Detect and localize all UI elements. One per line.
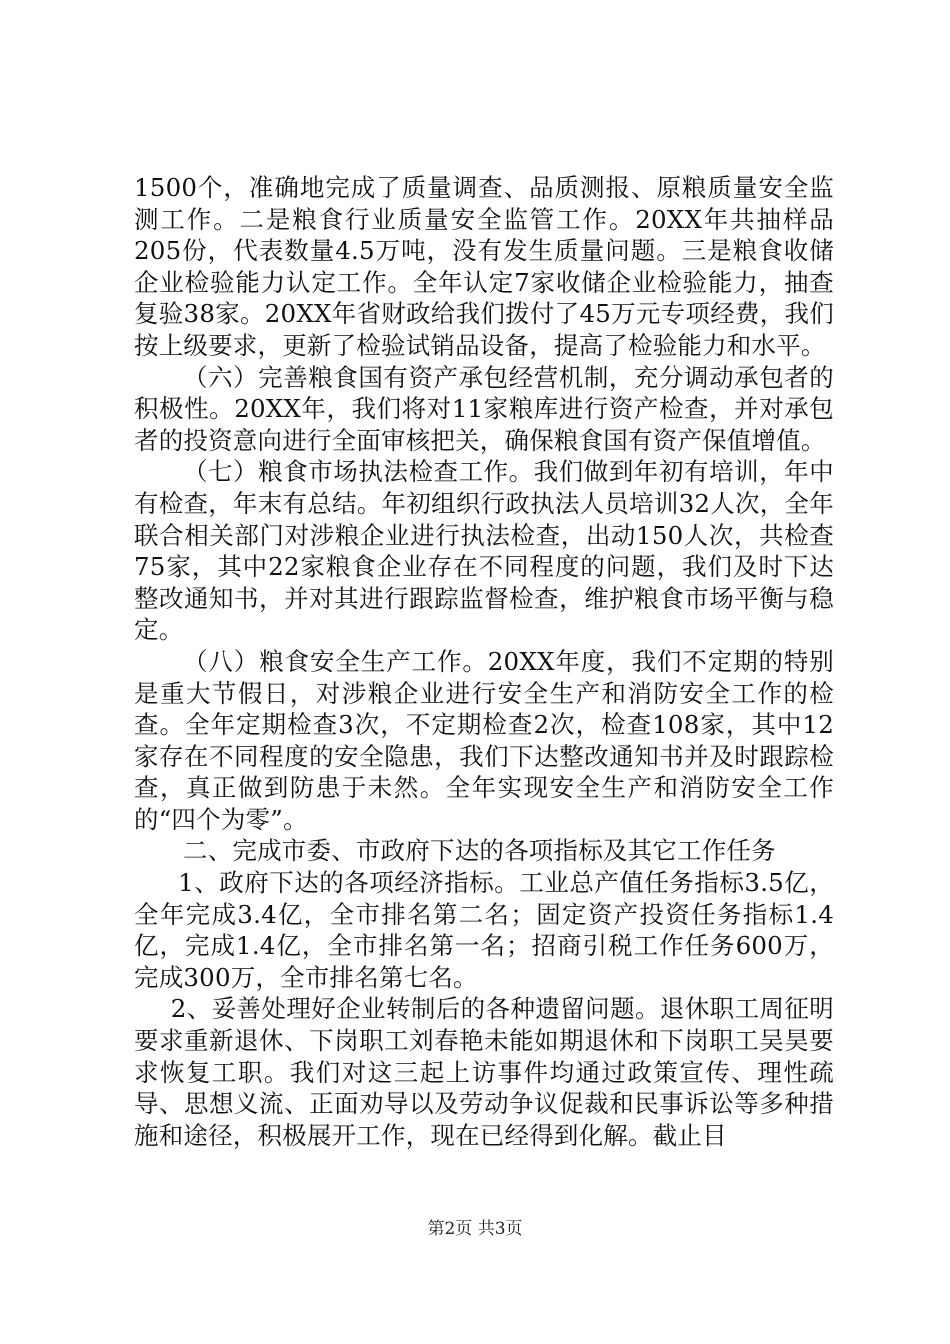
paragraph-section-six: （六）完善粮食国有资产承包经营机制，充分调动承包者的积极性。20XX年，我们将对11家粮库进行资产检查，并对承包者的投资意向进行全面审核把关，确保粮食国有资产保值增值。 <box>134 362 834 455</box>
section-heading-two: 二、完成市委、市政府下达的各项指标及其它工作任务 <box>183 836 776 866</box>
paragraph-section-eight: （八）粮食安全生产工作。20XX年度，我们不定期的特别是重大节假日，对涉粮企业进行安全生产和消防安全工作的检查。全年定期检查3次，不定期检查2次，检查108家，其中12家存在不同程度的安全隐患，我们下达整改通知书并及时跟踪检查，真正做到防患于未然。全年实现安全生产和消防安全工作的“四个为零”。 <box>134 646 834 834</box>
paragraph-item-two: 2、妥善处理好企业转制后的各种遗留问题。退休职工周征明要求重新退休、下岗职工刘春艳未能如期退休和下岗职工吴昊要求恢复工职。我们对这三起上访事件均通过政策宣传、理性疏导、思想义流、正面劝导以及劳动争议促裁和民事诉讼等多种措施和途径，积极展开工作，现在已经得到化解。截止目 <box>134 994 834 1150</box>
page-number-footer: 第2页 共3页 <box>427 1219 523 1239</box>
paragraph-section-seven: （七）粮食市场执法检查工作。我们做到年初有培训，年中有检查，年末有总结。年初组织行政执法人员培训32人次，全年联合相关部门对涉粮企业进行执法检查，出动150人次，共检查75家，其中22家粮食企业存在不同程度的问题，我们及时下达整改通知书，并对其进行跟踪监督检查，维护粮食市场平衡与稳定。 <box>134 457 834 645</box>
paragraph-item-one: 1、政府下达的各项经济指标。工业总产值任务指标3.5亿，全年完成3.4亿，全市排名第二名；固定资产投资任务指标1.4亿，完成1.4亿，全市排名第一名；招商引税工作任务600万，完成300万，全市排名第七名。 <box>134 868 834 992</box>
document-body <box>134 172 834 1151</box>
paragraph-quality-work: 1500个，准确地完成了质量调查、品质测报、原粮质量安全监测工作。二是粮食行业质量安全监管工作。20XX年共抽样品205份，代表数量4.5万吨，没有发生质量问题。三是粮食收储企业检验能力认定工作。全年认定7家收储企业检验能力，抽查复验38家。20XX年省财政给我们拨付了45万元专项经费，我们按上级要求，更新了检验试销品设备，提高了检验能力和水平。 <box>134 173 834 360</box>
